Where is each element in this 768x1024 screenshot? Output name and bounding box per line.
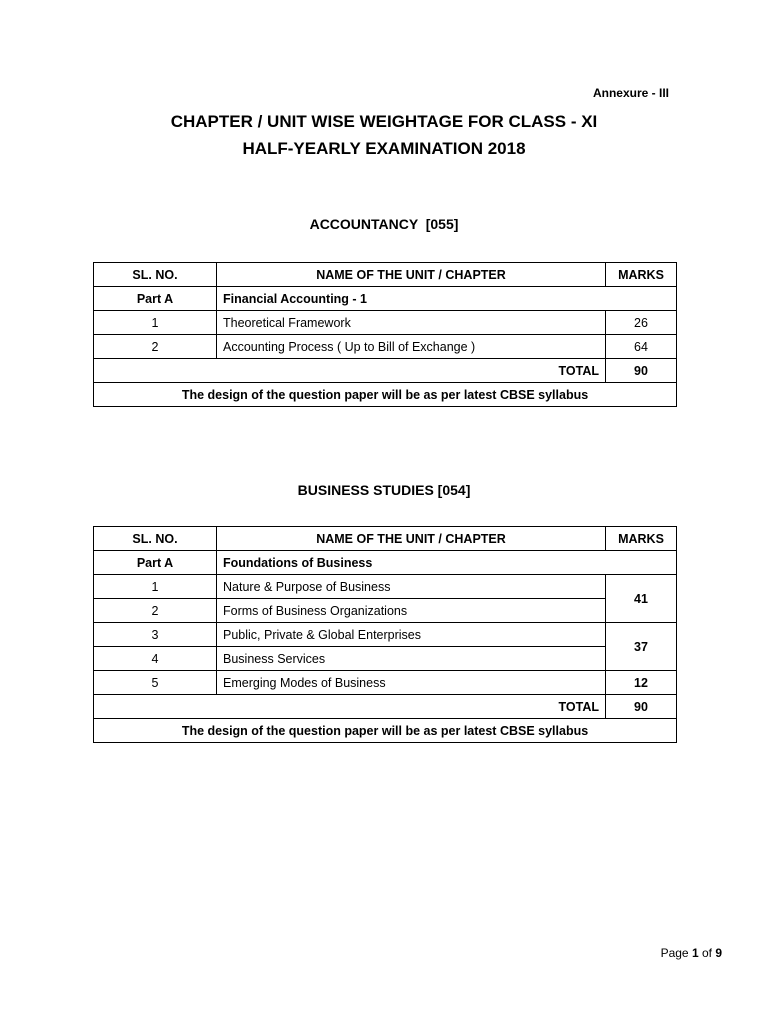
header-unit-name: NAME OF THE UNIT / CHAPTER <box>217 527 606 551</box>
header-marks: MARKS <box>606 263 677 287</box>
page-title <box>0 108 768 162</box>
row-sl: 1 <box>94 575 217 599</box>
table-header-row <box>94 263 677 287</box>
row-name: Theoretical Framework <box>217 311 606 335</box>
table-row <box>94 335 677 359</box>
row-marks: 64 <box>606 335 677 359</box>
header-sl-no: SL. NO. <box>94 527 217 551</box>
total-label: TOTAL <box>94 359 606 383</box>
part-name: Financial Accounting - 1 <box>217 287 677 311</box>
header-sl-no: SL. NO. <box>94 263 217 287</box>
total-value: 90 <box>606 359 677 383</box>
syllabus-note: The design of the question paper will be as per latest CBSE syllabus <box>94 383 677 407</box>
row-marks-group: 12 <box>606 671 677 695</box>
page-number <box>661 946 722 960</box>
table-header-row <box>94 527 677 551</box>
title-line-1: CHAPTER / UNIT WISE WEIGHTAGE FOR CLASS - XI <box>170 112 598 131</box>
row-name: Accounting Process ( Up to Bill of Exchange ) <box>217 335 606 359</box>
header-marks: MARKS <box>606 527 677 551</box>
row-sl: 1 <box>94 311 217 335</box>
row-sl: 3 <box>94 623 217 647</box>
total-value: 90 <box>606 695 677 719</box>
row-marks-group: 37 <box>606 623 677 671</box>
current-page: 1 <box>691 946 699 960</box>
row-sl: 5 <box>94 671 217 695</box>
part-label: Part A <box>94 287 217 311</box>
row-sl: 2 <box>94 599 217 623</box>
business-studies-heading: BUSINESS STUDIES [054] <box>297 482 471 498</box>
total-pages: 9 <box>715 946 722 960</box>
table-row <box>94 575 677 599</box>
table-row <box>94 623 677 647</box>
page-of: of <box>698 946 716 960</box>
row-sl: 4 <box>94 647 217 671</box>
header-unit-name: NAME OF THE UNIT / CHAPTER <box>217 263 606 287</box>
part-name: Foundations of Business <box>217 551 677 575</box>
total-label: TOTAL <box>94 695 606 719</box>
note-row <box>94 719 677 743</box>
row-name: Nature & Purpose of Business <box>217 575 606 599</box>
table-row <box>94 599 677 623</box>
note-row <box>94 383 677 407</box>
part-row <box>94 551 677 575</box>
row-name: Business Services <box>217 647 606 671</box>
row-name: Emerging Modes of Business <box>217 671 606 695</box>
row-name: Forms of Business Organizations <box>217 599 606 623</box>
accountancy-table <box>93 262 677 407</box>
annexure-label: Annexure - III <box>592 86 669 100</box>
total-row <box>94 359 677 383</box>
syllabus-note: The design of the question paper will be as per latest CBSE syllabus <box>94 719 677 743</box>
part-row <box>94 287 677 311</box>
row-sl: 2 <box>94 335 217 359</box>
row-name: Public, Private & Global Enterprises <box>217 623 606 647</box>
page-prefix: Page <box>660 946 692 960</box>
total-row <box>94 695 677 719</box>
business-studies-table <box>93 526 677 743</box>
row-marks-group: 41 <box>606 575 677 623</box>
title-line-2: HALF-YEARLY EXAMINATION 2018 <box>242 139 526 158</box>
row-marks: 26 <box>606 311 677 335</box>
table-row <box>94 311 677 335</box>
table-row <box>94 671 677 695</box>
table-row <box>94 647 677 671</box>
part-label: Part A <box>94 551 217 575</box>
accountancy-heading: ACCOUNTANCY [055] <box>309 216 459 232</box>
